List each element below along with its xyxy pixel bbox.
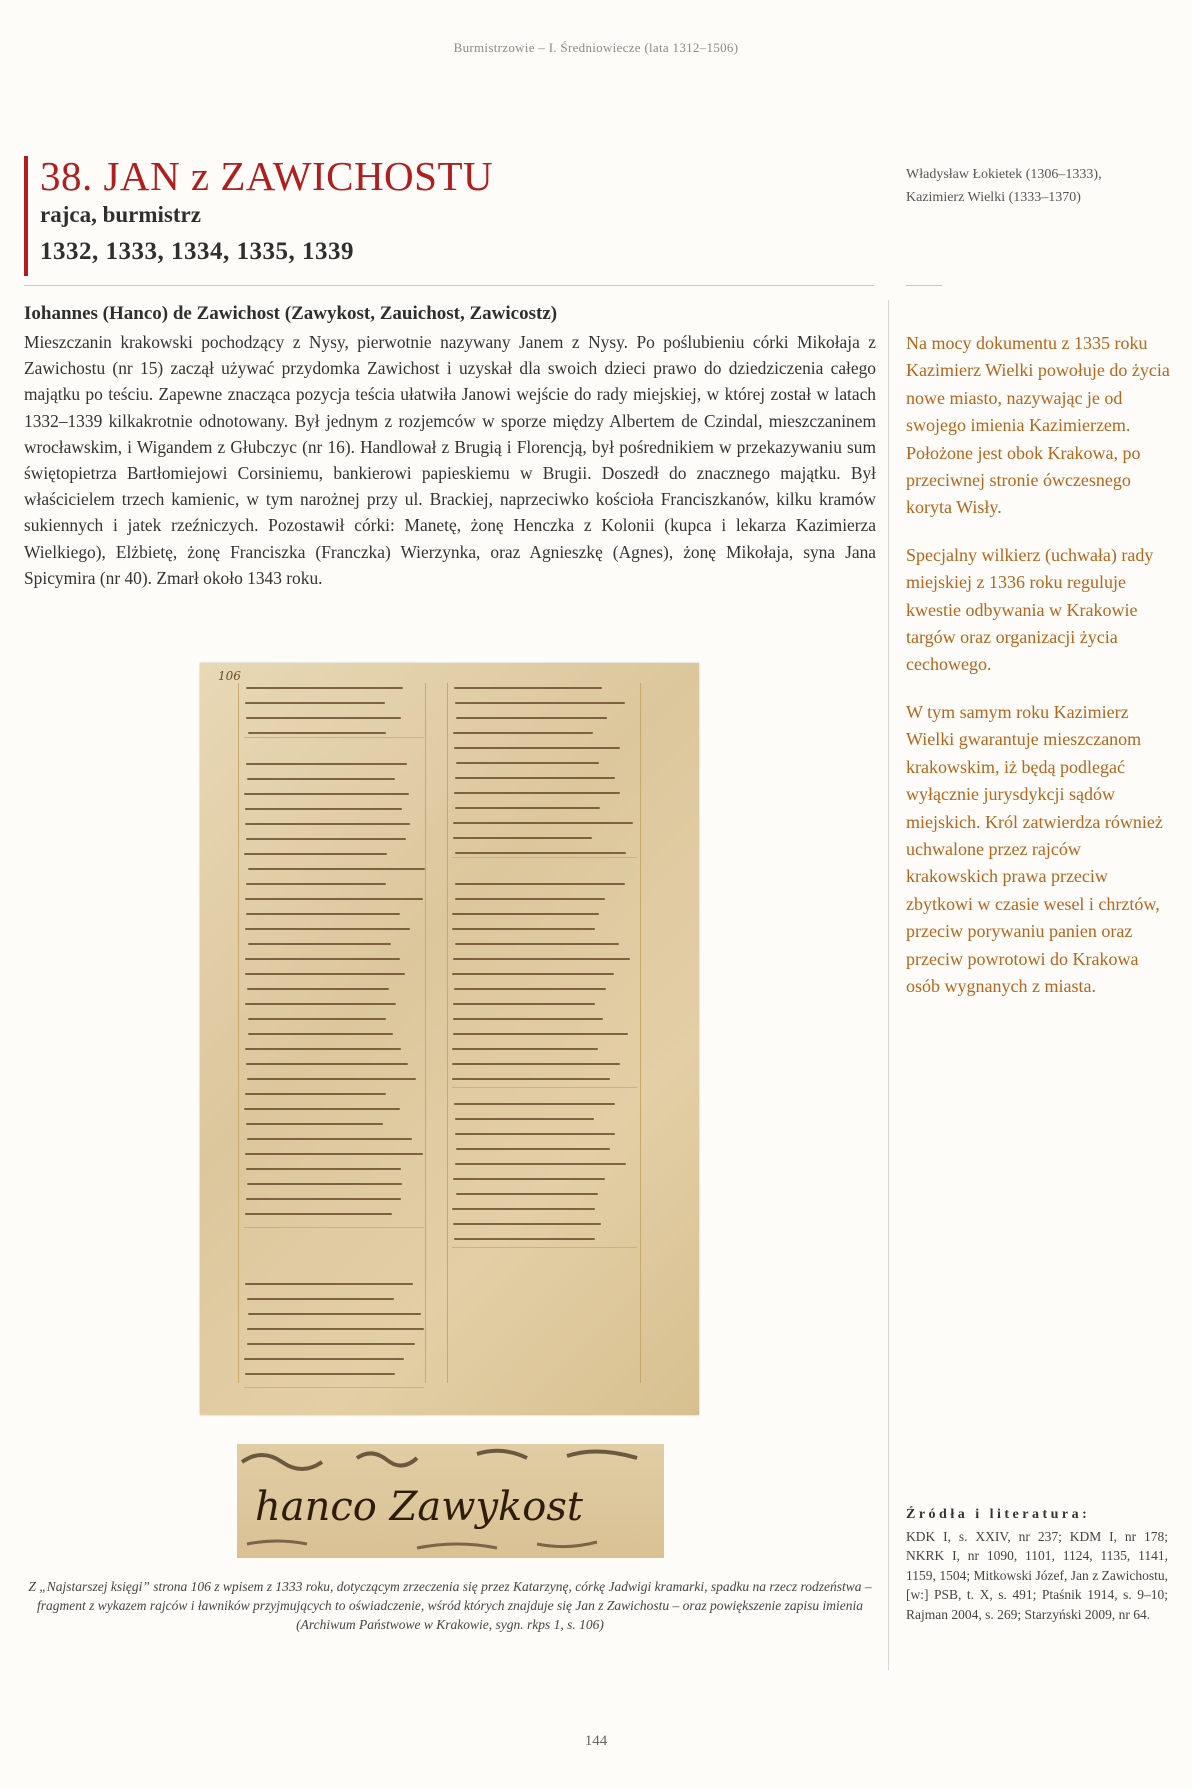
manuscript-script-line <box>246 1123 383 1125</box>
entry-role: rajca, burmistrz <box>40 202 201 227</box>
ruling-line <box>447 683 448 1383</box>
manuscript-script-line <box>456 762 599 764</box>
side-notes <box>906 330 1174 1020</box>
manuscript-script-line <box>452 1048 598 1050</box>
manuscript-script-line <box>247 1078 416 1080</box>
manuscript-script-line <box>454 747 620 749</box>
manuscript-script-line <box>248 1313 422 1315</box>
manuscript-script-line <box>247 778 395 780</box>
folio-number: 106 <box>218 669 241 683</box>
manuscript-script-line <box>455 1133 615 1135</box>
manuscript-page-image <box>200 663 699 1415</box>
manuscript-script-line <box>245 1003 396 1005</box>
manuscript-script-line <box>245 1048 401 1050</box>
ruling-line <box>244 1387 424 1388</box>
side-note-2: Specjalny wilkierz (uchwała) rady miejskiej z 1336 roku reguluje kwestie odbywania w Krakowie targów oraz organizacji życia cechowego. <box>906 544 1154 675</box>
manuscript-script-line <box>453 837 593 839</box>
manuscript-script-line <box>246 687 403 689</box>
manuscript-script-line <box>453 1033 628 1035</box>
manuscript-script-line <box>248 732 387 734</box>
ruling-line <box>640 683 641 1383</box>
manuscript-script-line <box>245 928 410 930</box>
manuscript-script-line <box>454 1103 615 1105</box>
name-variants: Iohannes (Hanco) de Zawichost (Zawykost, Zauichost, Zawicostz) <box>24 303 558 324</box>
manuscript-script-line <box>245 823 410 825</box>
manuscript-script-line <box>453 1178 604 1180</box>
manuscript-script-line <box>248 943 391 945</box>
manuscript-script-line <box>455 852 626 854</box>
manuscript-script-line <box>455 702 625 704</box>
manuscript-script-line <box>455 777 615 779</box>
ruling-line <box>238 683 239 1383</box>
manuscript-script-line <box>454 988 606 990</box>
manuscript-script-line <box>452 973 614 975</box>
manuscript-script-line <box>245 898 423 900</box>
manuscript-script-line <box>455 807 600 809</box>
manuscript-script-line <box>453 1223 600 1225</box>
ruling-line <box>244 737 424 738</box>
side-note-1: Na mocy dokumentu z 1335 roku Kazimierz Wielki powołuje do życia nowe miasto, nazywając je od swojego imienia Kazimierzem. Położone jest obok Krakowa, po przeciwnej stronie ówczesnego koryta Wisły. <box>906 333 1170 518</box>
manuscript-script-line <box>454 792 620 794</box>
manuscript-script-line <box>248 1018 387 1020</box>
manuscript-script-line <box>245 702 385 704</box>
manuscript-script-line <box>245 1093 386 1095</box>
manuscript-script-line <box>244 853 387 855</box>
rulers-list <box>906 163 1176 209</box>
manuscript-script-line <box>246 1063 408 1065</box>
manuscript-script-line <box>245 808 402 810</box>
divider-side <box>906 285 942 286</box>
manuscript-script-line <box>245 1153 423 1155</box>
figure-caption: Z „Najstarszej księgi” strona 106 z wpisem z 1333 roku, dotyczącym zrzeczenia się przez Katarzynę, córkę Jadwigi kramarki, spadku na rzecz rodzeństwa – fragment z wykazem rajców i ławników przyjmujących to oświadczenie, wśród których znajduje się Jan z Zawichostu – oraz powiększenie zapisu imienia (Archiwum Państwowe w Krakowie, sygn. rkps 1, s. 106) <box>28 1579 872 1632</box>
divider <box>24 285 874 286</box>
manuscript-script-line <box>246 1168 401 1170</box>
manuscript-script-line <box>454 687 603 689</box>
signature-zoom-image <box>237 1444 664 1558</box>
ruling-line <box>244 1227 424 1228</box>
manuscript-script-line <box>455 883 624 885</box>
manuscript-script-line <box>455 943 619 945</box>
manuscript-script-line <box>248 868 425 870</box>
ruling-line <box>452 1087 637 1088</box>
handwriting-drawing <box>237 1444 664 1558</box>
manuscript-script-line <box>245 1373 395 1375</box>
manuscript-script-line <box>456 1193 598 1195</box>
manuscript-script-line <box>245 1213 392 1215</box>
manuscript-script-line <box>247 1343 416 1345</box>
manuscript-script-line <box>245 973 405 975</box>
manuscript-script-line <box>452 913 599 915</box>
manuscript-script-line <box>455 898 604 900</box>
manuscript-script-line <box>247 1328 424 1330</box>
manuscript-script-line <box>247 1138 413 1140</box>
ruling-line <box>452 857 637 858</box>
manuscript-script-line <box>246 717 401 719</box>
ruler-1: Władysław Łokietek (1306–1333), <box>906 167 1102 182</box>
manuscript-script-line <box>247 1183 402 1185</box>
title-accent-bar <box>24 156 28 276</box>
manuscript-script-line <box>244 793 409 795</box>
manuscript-script-line <box>248 1033 394 1035</box>
manuscript-script-line <box>455 1118 594 1120</box>
page-number: 144 <box>584 1733 608 1749</box>
manuscript-script-line <box>453 1003 595 1005</box>
manuscript-script-line <box>246 838 406 840</box>
biography: Mieszczanin krakowski pochodzący z Nysy, pierwotnie nazywany Janem z Nysy. Po poślubieniu córki Mikołaja z Zawichostu (nr 15) zaczął używać przydomka Zawichost i uzyskał dla swoich dzieci prawo do dziedziczenia całego majątku po teściu. Zapewne znacząca pozycja teścia ułatwiła Janowi wejście do rady miejskiej, w której został w latach 1332–1339 kilkakrotnie odnotowany. Był jednym z rozjemców w sporze między Albertem de Czindal, mieszczaninem wrocławskim, i Wigandem z Głubczyc (nr 16). Handlował z Brugią i Florencją, był pośrednikiem w przekazywaniu sum świętopietrza Bartłomiejowi Corsiniemu, bankierowi papieskiemu w Brugii. Doszedł do znacznego majątku. Był właścicielem trzech kamienic, w tym narożnej przy ul. Brackiej, naprzeciwko kościoła Franciszkanów, kilku kramów sukiennych i jatek rzeźniczych. Pozostawił córki: Manetę, żonę Henczka z Kolonii (kupca i lekarza Kazimierza Wielkiego), Elżbietę, żonę Franciszka (Franczka) Wierzynka, oraz Agnieszkę (Agnes), żonę Mikołaja, syna Jana Spicymira (nr 40). Zmarł około 1343 roku. <box>24 332 876 588</box>
manuscript-script-line <box>456 1148 610 1150</box>
sources-text: KDK I, s. XXIV, nr 237; KDM I, nr 178; NKRK I, nr 1090, 1101, 1124, 1135, 1141, 1159, 1504; Mitkowski Józef, Jan z Zawichostu, [w:] PSB, t. X, s. 491; Ptaśnik 1914, s. 9–10; Rajman 2004, s. 269; Starzyński 2009, nr 64. <box>906 1529 1168 1622</box>
manuscript-script-line <box>247 1298 394 1300</box>
ruling-line <box>425 683 426 1383</box>
manuscript-script-line <box>454 1238 594 1240</box>
manuscript-script-line <box>455 1163 627 1165</box>
manuscript-script-line <box>246 763 408 765</box>
manuscript-script-line <box>453 732 592 734</box>
manuscript-script-line <box>453 958 631 960</box>
entry-title: 38. JAN z ZAWICHOSTU <box>40 153 494 199</box>
entry-years: 1332, 1333, 1334, 1335, 1339 <box>40 238 354 265</box>
manuscript-script-line <box>246 1198 401 1200</box>
manuscript-script-line <box>456 717 607 719</box>
column-rule <box>888 300 889 1670</box>
ruler-2: Kazimierz Wielki (1333–1370) <box>906 190 1081 205</box>
manuscript-script-line <box>452 1063 620 1065</box>
manuscript-script-line <box>246 883 386 885</box>
side-note-3: W tym samym roku Kazimierz Wielki gwarantuje mieszczanom krakowskim, iż będą podlegać wyłącznie jurysdykcji sądów miejskich. Król zatwierdza również uchwalone przez rajców krakowskich prawa przeciw zbytkowi w czasie wesel i chrztów, przeciw porywaniu panien oraz przeciw powrotowi do Krakowa osób wygnanych z miasta. <box>906 701 1163 996</box>
ruling-line <box>452 1247 637 1248</box>
sources-heading: Źródła i literatura: <box>906 1507 1091 1522</box>
manuscript-script-line <box>246 913 400 915</box>
manuscript-script-line <box>247 988 389 990</box>
manuscript-script-line <box>245 1283 413 1285</box>
manuscript-script-line <box>245 958 400 960</box>
manuscript-script-line <box>452 928 595 930</box>
manuscript-script-line <box>244 1108 399 1110</box>
manuscript-script-line <box>244 1358 404 1360</box>
zoom-handwriting-text: hanco Zawykost <box>255 1484 583 1530</box>
manuscript-script-line <box>452 1078 609 1080</box>
running-head: Burmistrzowie – I. Średniowiecze (lata 1312–1506) <box>453 40 739 55</box>
manuscript-script-line <box>453 1018 602 1020</box>
manuscript-script-line <box>453 822 633 824</box>
manuscript-script-line <box>452 1208 595 1210</box>
